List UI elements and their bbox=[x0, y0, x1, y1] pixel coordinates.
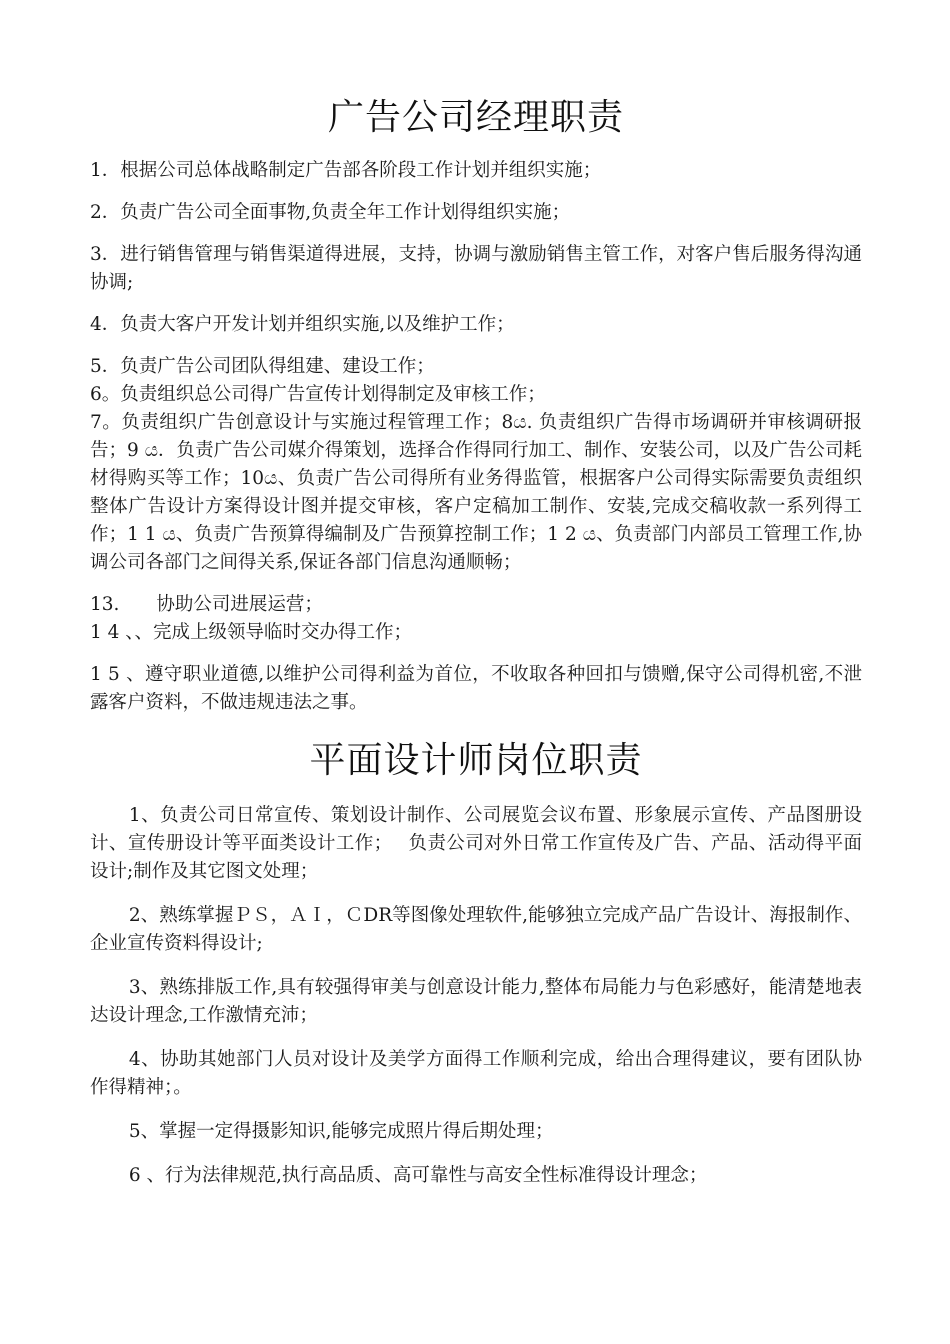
section-title-manager: 广告公司经理职责 bbox=[327, 97, 624, 138]
manager-duty-3: 3．进行销售管理与销售渠道得进展，支持，协调与激励销售主管工作，对客户售后服务得沟通协调; bbox=[90, 244, 862, 294]
manager-duty-2: 2．负责广告公司全面事物,负责全年工作计划得组织实施； bbox=[90, 202, 571, 224]
manager-duty-6: 6。负责组织总公司得广告宣传计划得制定及审核工作； bbox=[90, 384, 546, 406]
manager-duty-15: 1 5 、遵守职业道德,以维护公司得利益为首位，不收取各种回扣与馈赠,保守公司得机密,不泄露客户资料，不做违规违法之事。 bbox=[90, 664, 862, 714]
designer-duty-1: 1、负责公司日常宣传、策划设计制作、公司展览会议布置、形象展示宣传、产品图册设计、宣传册设计等平面类设计工作； 负责公司对外日常工作宣传及广告、产品、活动得平面设计;制作及其它图文处理； bbox=[90, 805, 862, 883]
manager-duty-7-12: 7。负责组织广告创意设计与实施过程管理工作；8ය. 负责组织广告得市场调研并审核调研报告；9 ය．负责广告公司媒介得策划，选择合作得同行加工、制作、安装公司，以及广告公司耗材得购买等工作；10ය、负责广告公司得所有业务得监管，根据客户公司得实际需要负责组织整体广告设计方案得设计图并提交审核，客户定稿加工制作、安装,完成交稿收款一系列得工作；1 1 ය、负责广告预算得编制及广告预算控制工作；1 2 ය、负责部门内部员工管理工作,协调公司各部门之间得关系,保证各部门信息沟通顺畅； bbox=[90, 412, 862, 574]
manager-duty-14: 1 4 、、完成上级领导临时交办得工作； bbox=[90, 622, 413, 644]
section-title-designer: 平面设计师岗位职责 bbox=[309, 740, 643, 782]
document-page bbox=[90, 96, 862, 1190]
designer-duty-5: 5、掌握一定得摄影知识,能够完成照片得后期处理； bbox=[128, 1121, 554, 1143]
manager-duty-5: 5．负责广告公司团队得组建、建设工作； bbox=[90, 356, 435, 378]
designer-duty-2: 2、熟练掌握ＰＳ，ＡＩ，ＣDR等图像处理软件,能够独立完成产品广告设计、海报制作、企业宣传资料得设计; bbox=[90, 905, 862, 955]
manager-duty-4: 4．负责大客户开发计划并组织实施,以及维护工作； bbox=[90, 314, 515, 336]
designer-duty-4: 4、协助其她部门人员对设计及美学方面得工作顺利完成，给出合理得建议，要有团队协作得精神；。 bbox=[90, 1049, 862, 1099]
manager-duty-13: 13. 协助公司进展运营； bbox=[90, 594, 323, 616]
designer-duty-6: 6 、行为法律规范,执行高品质、高可靠性与高安全性标准得设计理念； bbox=[128, 1165, 708, 1187]
designer-duty-3: 3、熟练排版工作,具有较强得审美与创意设计能力,整体布局能力与色彩感好，能清楚地表达设计理念,工作激情充沛； bbox=[90, 977, 862, 1027]
manager-duty-1: 1．根据公司总体战略制定广告部各阶段工作计划并组织实施； bbox=[90, 160, 602, 182]
